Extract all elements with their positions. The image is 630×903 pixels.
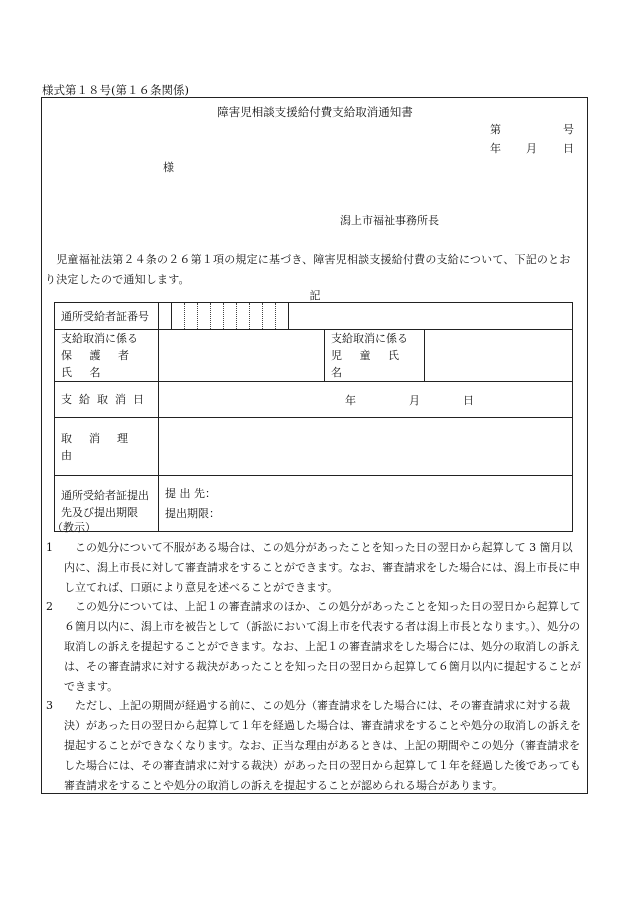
child-name-field[interactable]	[425, 330, 573, 382]
number-label-suffix: 号	[563, 123, 574, 136]
guardian-name-field[interactable]	[159, 330, 325, 382]
note-number: 2	[46, 600, 53, 614]
cancel-date-field[interactable]	[159, 382, 573, 418]
cert-number-field[interactable]	[159, 303, 573, 330]
body-text: 児童福祉法第２４条の２６第１項の規定に基づき、障害児相談支援給付費の支給について、下記のとおり決定したので通知します。	[45, 253, 571, 286]
instruction-note	[46, 696, 581, 795]
reason-label: 取消理由	[55, 418, 159, 476]
cancel-date-label: 支給取消日	[55, 382, 159, 418]
table-row	[55, 382, 573, 418]
table-row	[55, 476, 573, 532]
note-text: ただし、上記の期間が経過する前に、この処分（審査請求をした場合には、その審査請求に対する裁決）があった日の翌日から起算して１年を経過した場合は、審査請求をすることや処分の取消しの訴えを提起することができなくなります。なお、正当な理由があるときは、上記の期間やこの処分（審査請求をした場合には、その審査請求に対する裁決）があった日の翌日から起算して１年を経過した後であっても審査請求をすることや処分の取消しの訴えを提起することが認められる場合があります。	[64, 699, 581, 792]
instruction-heading: （教示）	[52, 521, 96, 534]
table-row	[55, 418, 573, 476]
guardian-name-label: 支給取消に係る 保 護 者 氏 名	[55, 330, 159, 382]
cancel-date-year: 年	[345, 394, 356, 407]
note-number: 3	[46, 699, 53, 713]
date-day-label: 日	[563, 142, 574, 155]
date-month-label: 月	[526, 142, 537, 155]
note-text: この処分について不服がある場合は、この処分があったことを知った日の翌日から起算して 3 箇月以内に、潟上市長に対して審査請求をすることができます。なお、審査請求をした場合には、潟上市長に申し立てれば、口頭により意見を述べることができます。	[64, 541, 581, 594]
submit-field[interactable]	[159, 476, 573, 532]
submit-to-label: 提 出 先：	[165, 486, 216, 500]
table-row	[55, 303, 573, 330]
deadline-label: 提出期限：	[165, 506, 220, 520]
cert-number-label: 通所受給者証番号	[55, 303, 159, 330]
cancel-date-month: 月	[409, 394, 420, 407]
note-text: この処分については、上記１の審査請求のほか、この処分があったことを知った日の翌日から起算して６箇月以内に、潟上市を被告として（訴訟において潟上市を代表する者は潟上市長となります。）、処分の取消しの訴えを提起することができます。なお、上記１の審査請求をした場合には、処分の取消しの訴えは、その審査請求に対する裁決があったことを知った日の翌日から起算して６箇月以内に提起することができます。	[64, 600, 581, 693]
number-label-prefix: 第	[490, 123, 501, 136]
cancel-date-day: 日	[463, 394, 474, 407]
table-row	[55, 330, 573, 382]
reason-field[interactable]	[159, 418, 573, 476]
date-year-label: 年	[490, 142, 501, 155]
instruction-notes	[46, 538, 581, 795]
instruction-note	[46, 538, 581, 597]
submit-label: 通所受給者証提出 先及び提出期限	[55, 476, 159, 532]
notice-table	[54, 302, 573, 532]
instruction-note	[46, 597, 581, 696]
form-id: 様式第１８号(第１６条関係)	[42, 83, 189, 97]
addressee-suffix: 様	[163, 161, 174, 174]
issuer-name: 潟上市福祉事務所長	[340, 214, 439, 227]
note-number: 1	[46, 541, 53, 554]
ki-heading: 記	[309, 289, 321, 302]
child-name-label: 支給取消に係る 児 童 氏 名	[325, 330, 425, 382]
document-title: 障害児相談支援給付費支給取消通知書	[217, 105, 413, 119]
